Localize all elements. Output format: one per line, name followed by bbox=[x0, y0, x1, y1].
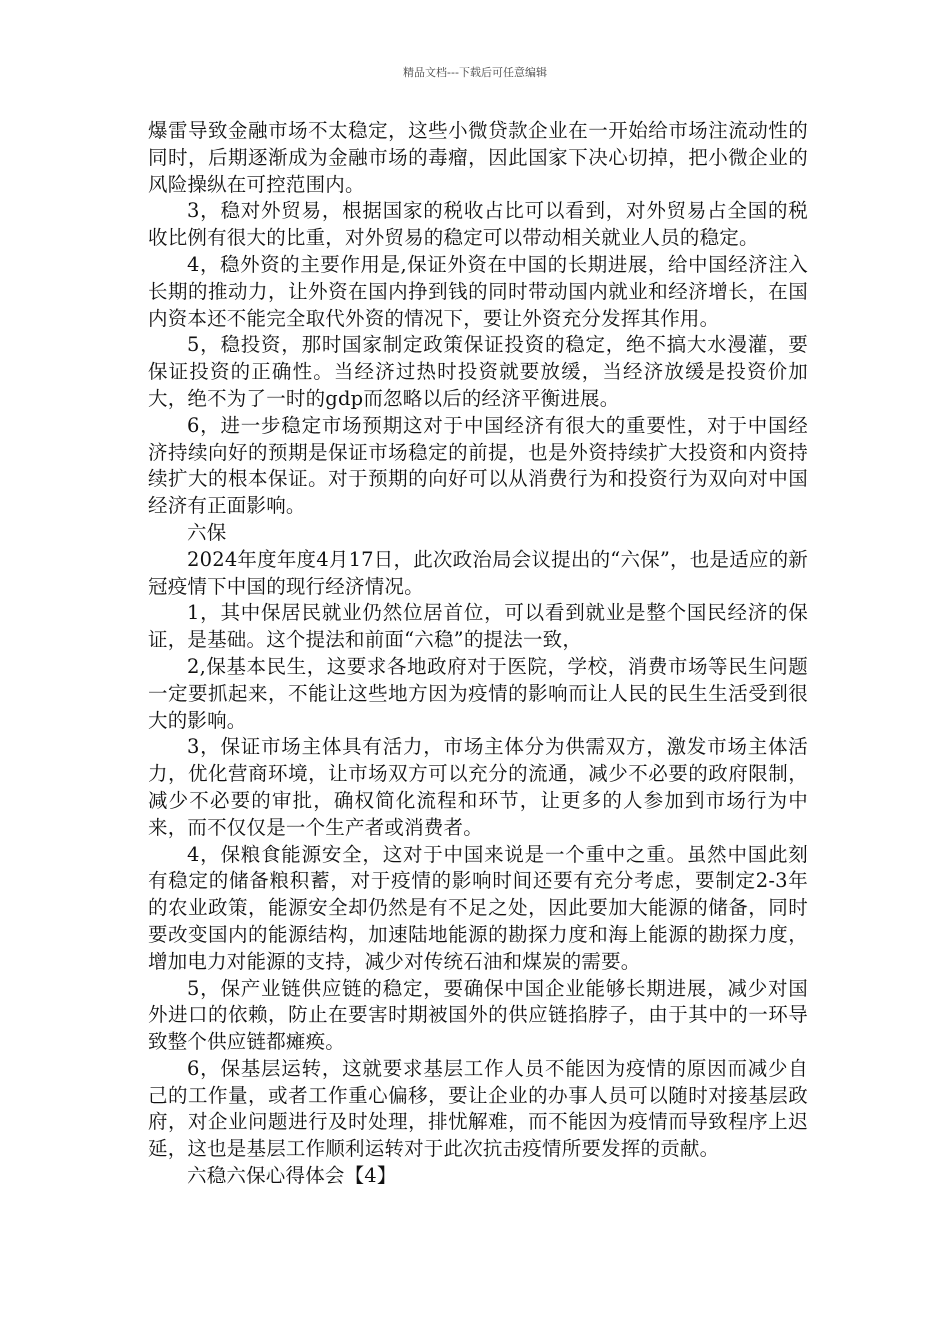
page-header: 精品文档---下载后可任意编辑 bbox=[403, 66, 547, 79]
paragraph: 4，稳外资的主要作用是,保证外资在中国的长期进展，给中国经济注入长期的推动力，让外资在国内挣到钱的同时带动国内就业和经济增长，在国内资本还不能完全取代外资的情况下，要让外资充分发挥其作用。 bbox=[148, 252, 808, 330]
paragraph: 1，其中保居民就业仍然位居首位，可以看到就业是整个国民经济的保证，是基础。这个提法和前面“六稳”的提法一致， bbox=[148, 601, 808, 652]
document-body bbox=[148, 118, 808, 1190]
paragraph: 4，保粮食能源安全，这对于中国来说是一个重中之重。虽然中国此刻有稳定的储备粮积蓄，对于疫情的影响时间还要有充分考虑，要制定2-3年的农业政策，能源安全却仍然是有不足之处，因此要加大能源的储备，同时要改变国内的能源结构，加速陆地能源的勘探力度和海上能源的勘探力度，增加电力对能源的支持，减少对传统石油和煤炭的需要。 bbox=[148, 842, 808, 973]
section-heading: 六稳六保心得体会【4】 bbox=[187, 1164, 397, 1188]
section-heading: 六保 bbox=[187, 520, 227, 544]
paragraph: 3，保证市场主体具有活力，市场主体分为供需双方，激发市场主体活力，优化营商环境，让市场双方可以充分的流通，减少不必要的政府限制，减少不必要的审批，确权简化流程和环节，让更多的人参加到市场行为中来，而不仅仅是一个生产者或消费者。 bbox=[148, 735, 808, 839]
paragraph: 爆雷导致金融市场不太稳定，这些小微贷款企业在一开始给市场注流动性的同时，后期逐渐成为金融市场的毒瘤，因此国家下决心切掉，把小微企业的风险操纵在可控范围内。 bbox=[148, 119, 808, 196]
paragraph: 5，稳投资，那时国家制定政策保证投资的稳定，绝不搞大水漫灌，要保证投资的正确性。当经济过热时投资就要放缓，当经济放缓是投资价加大，绝不为了一时的gdp而忽略以后的经济平衡进展。 bbox=[148, 333, 808, 410]
paragraph: 3，稳对外贸易，根据国家的税收占比可以看到，对外贸易占全国的税收比例有很大的比重，对外贸易的稳定可以带动相关就业人员的稳定。 bbox=[148, 199, 808, 250]
paragraph: 6，进一步稳定市场预期这对于中国经济有很大的重要性，对于中国经济持续向好的预期是保证市场稳定的前提，也是外资持续扩大投资和内资持续扩大的根本保证。对于预期的向好可以从消费行为和投资行为双向对中国经济有正面影响。 bbox=[148, 413, 808, 518]
paragraph: 2024年度年度4月17日，此次政治局会议提出的“六保”，也是适应的新冠疫情下中国的现行经济情况。 bbox=[148, 547, 808, 598]
paragraph: 6，保基层运转，这就要求基层工作人员不能因为疫情的原因而减少自己的工作量，或者工作重心偏移，要让企业的办事人员可以随时对接基层政府，对企业问题进行及时处理，排忧解难，而不能因为疫情而导致程序上迟延，这也是基层工作顺利运转对于此次抗击疫情所要发挥的贡献。 bbox=[148, 1056, 808, 1161]
paragraph: 2,保基本民生，这要求各地政府对于医院，学校，消费市场等民生问题一定要抓起来，不能让这些地方因为疫情的影响而让人民的民生生活受到很大的影响。 bbox=[148, 654, 808, 732]
paragraph: 5，保产业链供应链的稳定，要确保中国企业能够长期进展，减少对国外进口的依赖，防止在要害时期被国外的供应链掐脖子，由于其中的一环导致整个供应链都瘫痪。 bbox=[148, 976, 808, 1054]
